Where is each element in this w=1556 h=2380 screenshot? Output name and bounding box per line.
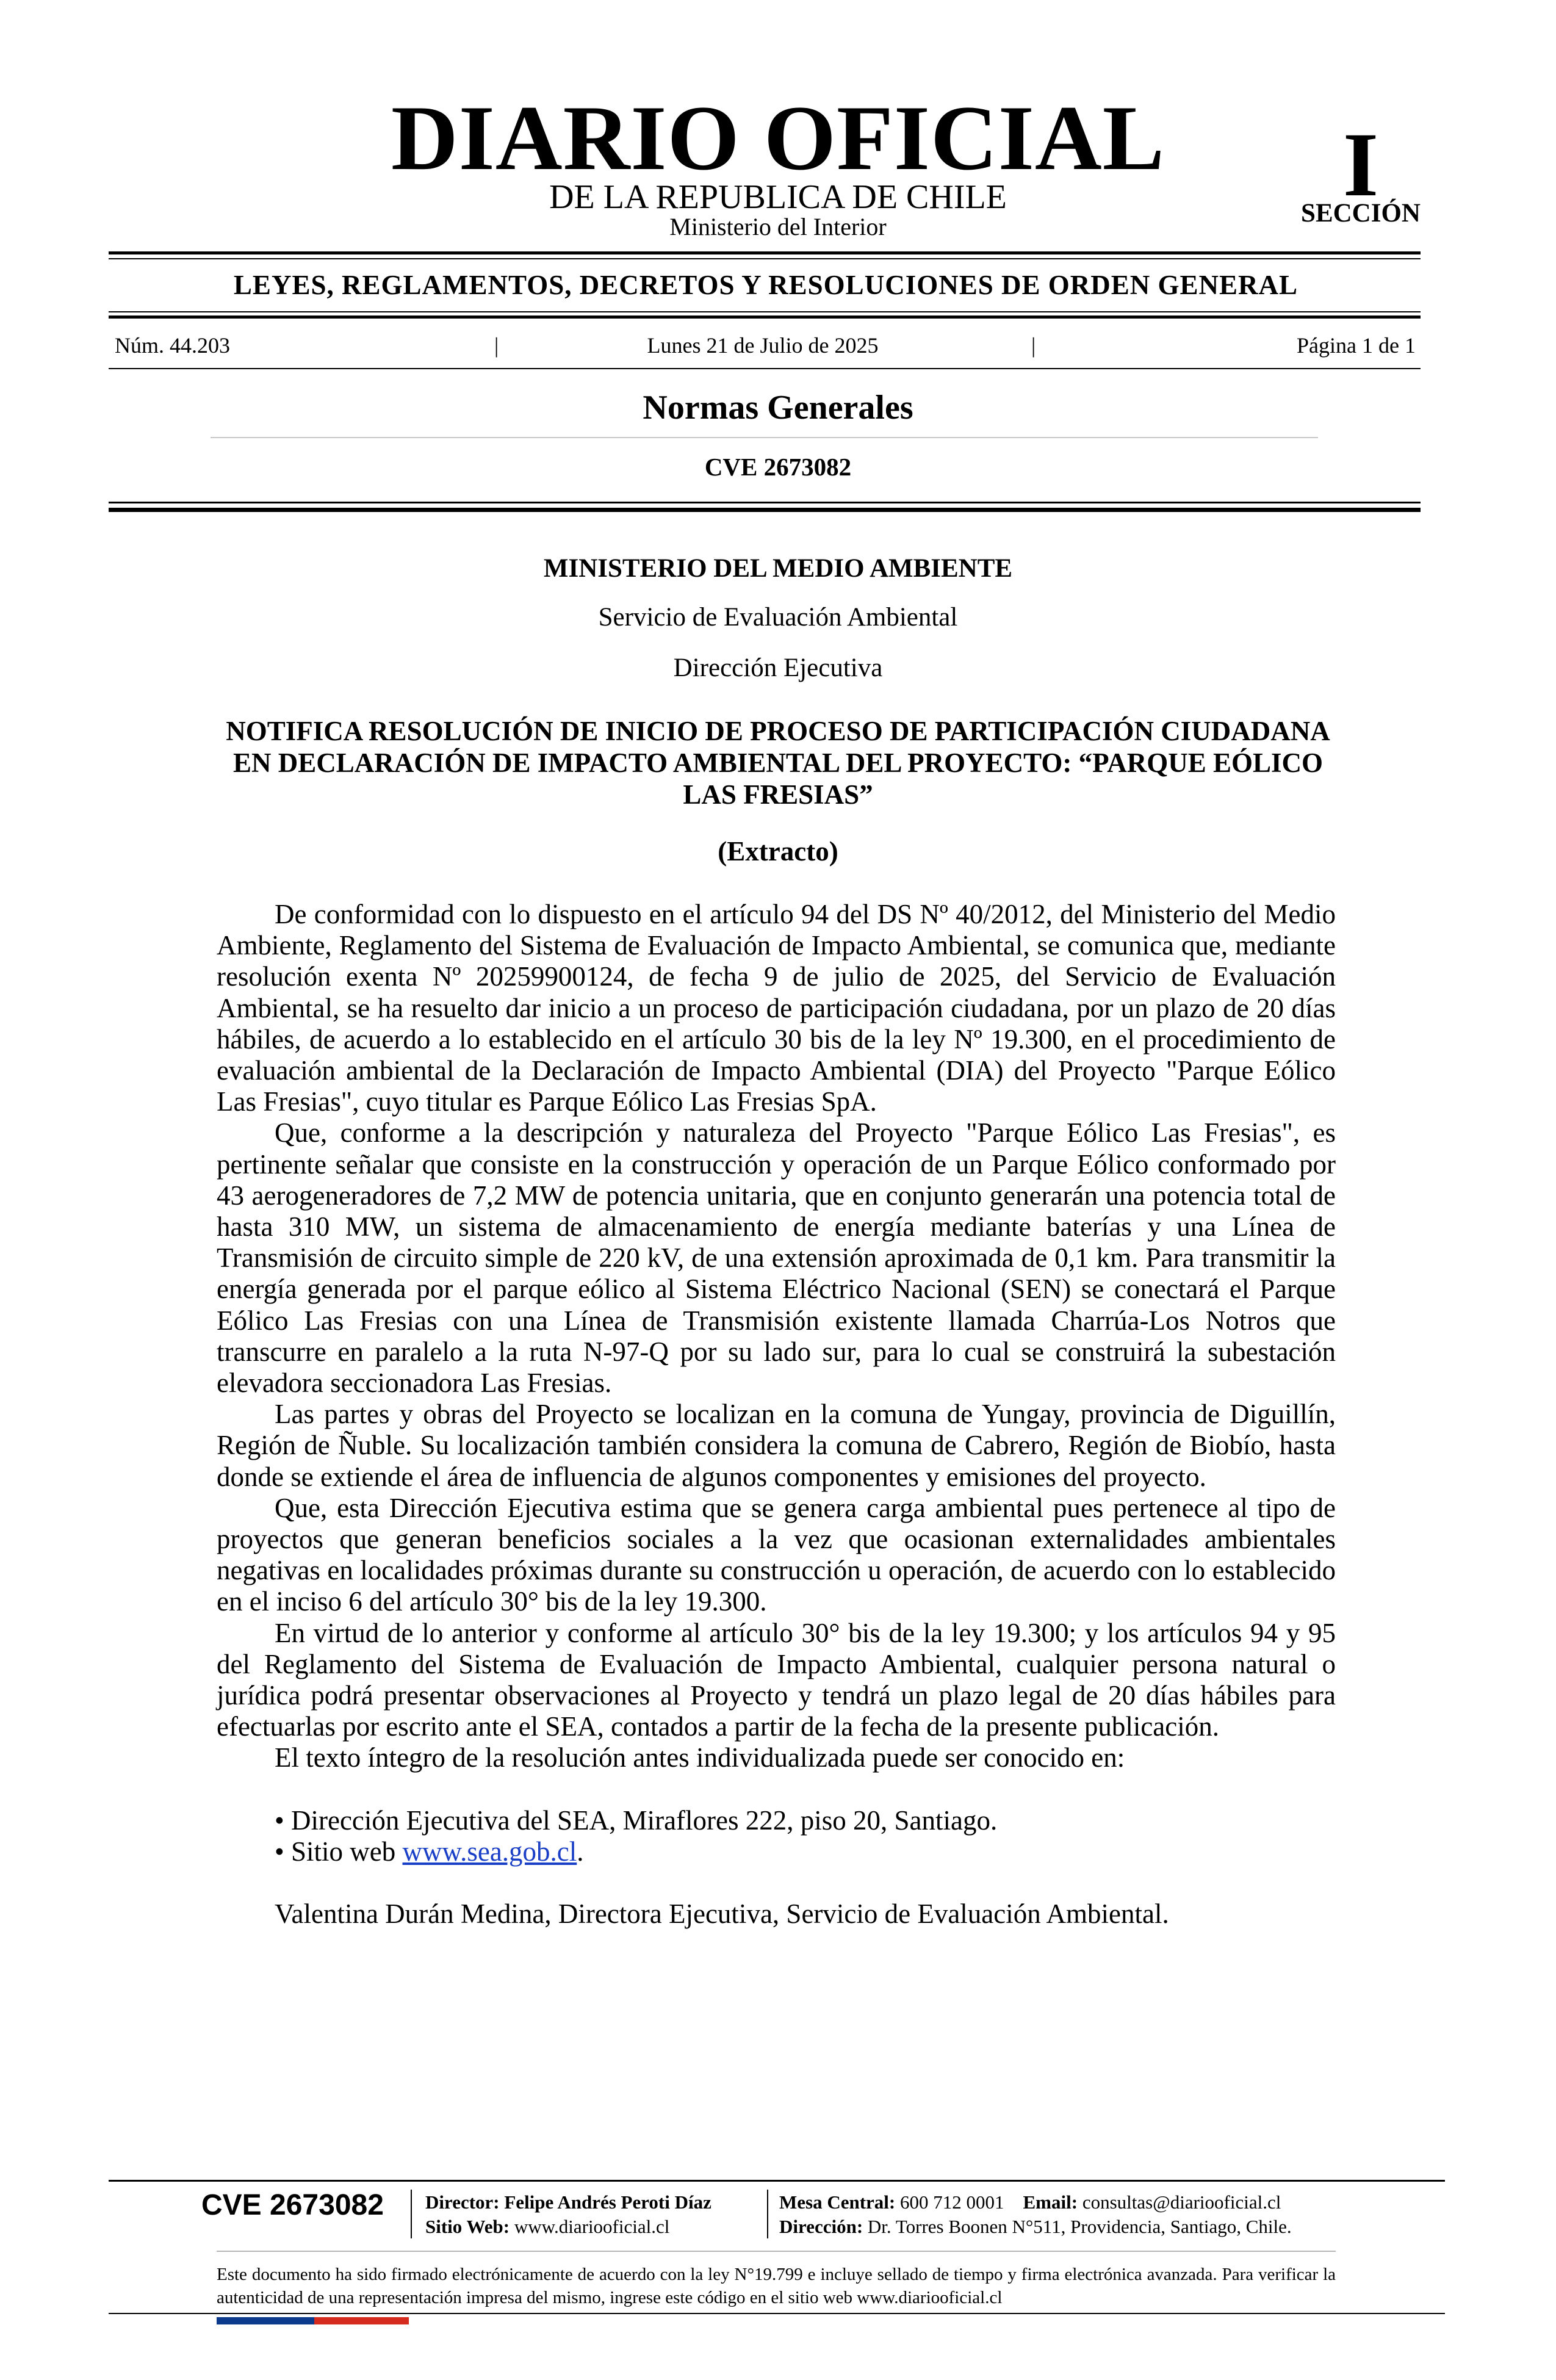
masthead-title: DIARIO OFICIAL (391, 87, 1165, 189)
footer-top-rule (109, 2180, 1445, 2182)
spacer (217, 1774, 1336, 1805)
footer-director-line (425, 2190, 767, 2215)
footer-address-value: Dr. Torres Boonen N°511, Providencia, Santiago, Chile. (867, 2216, 1292, 2237)
footer-email-value[interactable]: consultas@diariooficial.cl (1082, 2191, 1281, 2213)
signature-line: Valentina Durán Medina, Directora Ejecutiva, Servicio de Evaluación Ambiental. (275, 1899, 1169, 1930)
body-paragraph: Que, esta Dirección Ejecutiva estima que se genera carga ambiental pues pertenece al tipo de proyectos que generan beneficios sociales a la vez que ocasionan externalidades ambientales negativas en localidades próximas durante su construcción u operación, de acuerdo con lo establecido en el inciso 6 del artículo 30° bis de la ley 19.300. (217, 1492, 1336, 1617)
bullet-address: • Dirección Ejecutiva del SEA, Miraflores 222, piso 20, Santiago. (275, 1805, 998, 1836)
footer-legal-notice: Este documento ha sido firmado electrónicamente de acuerdo con la ley N°19.799 e incluye sellado de tiempo y firma electrónica avanzada. Para verificar la autenticidad de una representación impresa del mismo, ingrese este código en el sitio web www.diariooficial.cl (217, 2265, 1336, 2307)
banner-top-rule-thick (109, 251, 1421, 254)
banner-text: LEYES, REGLAMENTOS, DECRETOS Y RESOLUCIONES DE ORDEN GENERAL (233, 270, 1298, 300)
issuing-ministry: MINISTERIO DEL MEDIO AMBIENTE (543, 554, 1013, 583)
section-title: Normas Generales (643, 389, 913, 427)
section-title-underline (211, 437, 1318, 438)
footer-address-line (779, 2215, 1389, 2239)
body-paragraph: En virtud de lo anterior y conforme al artículo 30° bis de la ley 19.300; y los artículos 94 y 95 del Reglamento del Sistema de Evaluación de Impacto Ambiental, cualquier persona natural o jurídica podrá presentar observaciones al Proyecto y tendrá un plazo legal de 20 días hábiles para efectuarlas por escrito ante el SEA, contados a partir de la fecha de la presente publicación. (217, 1617, 1336, 1742)
availability-line: El texto íntegro de la resolución antes individualizada puede ser conocido en: (275, 1742, 1125, 1773)
footer-email-label: Email: (1023, 2191, 1078, 2213)
body-paragraph: Las partes y obras del Proyecto se localizan en la comuna de Yungay, provincia de Diguillín, Región de Ñuble. Su localización también considera la comuna de Cabrero, Región de Biobío, hasta donde se extiende el área de influencia de algunos componentes y emisiones del proyecto. (217, 1399, 1336, 1492)
banner-top-rule-thin (109, 258, 1421, 259)
page-indicator: Página 1 de 1 (1297, 333, 1416, 358)
footer-divider (411, 2190, 412, 2238)
footer-phone-value: 600 712 0001 (900, 2191, 1004, 2213)
footer-divider (767, 2190, 768, 2238)
flag-bar-blue (217, 2317, 314, 2324)
notice-body (217, 899, 1336, 1930)
banner-bottom-rule-thin (109, 311, 1421, 312)
spacer (217, 1867, 1336, 1899)
flag-bar-red (314, 2317, 409, 2324)
bullet-website-suffix: . (577, 1836, 584, 1867)
footer-web-line (425, 2215, 767, 2239)
footer-director-label: Director: (425, 2191, 500, 2213)
section-label: SECCIÓN (1301, 199, 1421, 228)
meta-bottom-rule (109, 368, 1421, 369)
masthead-ministry: Ministerio del Interior (669, 213, 887, 240)
issuing-service: Servicio de Evaluación Ambiental (598, 603, 958, 632)
meta-separator: | (1031, 333, 1036, 358)
extract-label: (Extracto) (718, 836, 838, 867)
footer-bottom-rule (109, 2313, 1445, 2314)
meta-separator: | (494, 333, 499, 358)
sea-website-link[interactable]: www.sea.gob.cl (402, 1836, 577, 1867)
notice-title: NOTIFICA RESOLUCIÓN DE INICIO DE PROCESO DE PARTICIPACIÓN CIUDADANA EN DECLARACIÓN DE IMPACTO AMBIENTAL DEL PROYECTO: “PARQUE EÓLICO LAS FRESIAS” (226, 716, 1330, 810)
footer-web-value[interactable]: www.diariooficial.cl (514, 2216, 670, 2237)
cve-rule-thick (109, 508, 1421, 512)
footer-phone-label: Mesa Central: (779, 2191, 896, 2213)
cve-code: CVE 2673082 (704, 453, 852, 481)
footer-address-label: Dirección: (779, 2216, 863, 2237)
issue-number: Núm. 44.203 (115, 333, 230, 358)
body-paragraph: Que, conforme a la descripción y naturaleza del Proyecto "Parque Eólico Las Fresias", es pertinente señalar que consiste en la construcción y operación de un Parque Eólico conformado por 43 aerogeneradores de 7,2 MW de potencia unitaria, que en conjunto generarán una potencia total de hasta 310 MW, un sistema de almacenamiento de energía mediante baterías y una Línea de Transmisión de circuito simple de 220 kV, de una extensión aproximada de 0,1 km. Para transmitir la energía generada por el parque eólico al Sistema Eléctrico Nacional (SEN) se conectará el Parque Eólico Las Fresias con una Línea de Transmisión existente llamada Charrúa-Los Notros que transcurre en paralelo a la ruta N-97-Q por su lado sur, para lo cual se construirá la subestación elevadora seccionadora Las Fresias. (217, 1117, 1336, 1399)
masthead-subtitle: DE LA REPUBLICA DE CHILE (549, 178, 1007, 216)
body-paragraph: De conformidad con lo dispuesto en el artículo 94 del DS Nº 40/2012, del Ministerio del Medio Ambiente, Reglamento del Sistema de Evaluación de Impacto Ambiental, se comunica que, mediante resolución exenta Nº 20259900124, de fecha 9 de julio de 2025, del Servicio de Evaluación Ambiental, se ha resuelto dar inicio a un proceso de participación ciudadana, por un plazo de 20 días hábiles, de acuerdo a lo establecido en el artículo 30 bis de la ley Nº 19.300, en el procedimiento de evaluación ambiental de la Declaración de Impacto Ambiental (DIA) del Proyecto "Parque Eólico Las Fresias", cuyo titular es Parque Eólico Las Fresias SpA. (217, 899, 1336, 1117)
footer-phone-email-line (779, 2190, 1389, 2215)
footer-mid-rule (217, 2251, 1336, 2252)
footer-contact-block (779, 2190, 1389, 2239)
issue-date: Lunes 21 de Julio de 2025 (647, 333, 879, 358)
banner-bottom-rule-thick (109, 316, 1421, 319)
footer-web-label: Sitio Web: (425, 2216, 510, 2237)
issuing-direction: Dirección Ejecutiva (673, 654, 883, 682)
footer-director-name: Felipe Andrés Peroti Díaz (504, 2191, 711, 2213)
cve-rule-thin (109, 502, 1421, 503)
bullet-website-prefix: • Sitio web (275, 1836, 403, 1867)
footer-director-block (425, 2190, 767, 2239)
bullet-website (217, 1836, 1336, 1867)
section-roman-numeral: I (1342, 114, 1379, 215)
footer-cve-code: CVE 2673082 (201, 2189, 384, 2221)
